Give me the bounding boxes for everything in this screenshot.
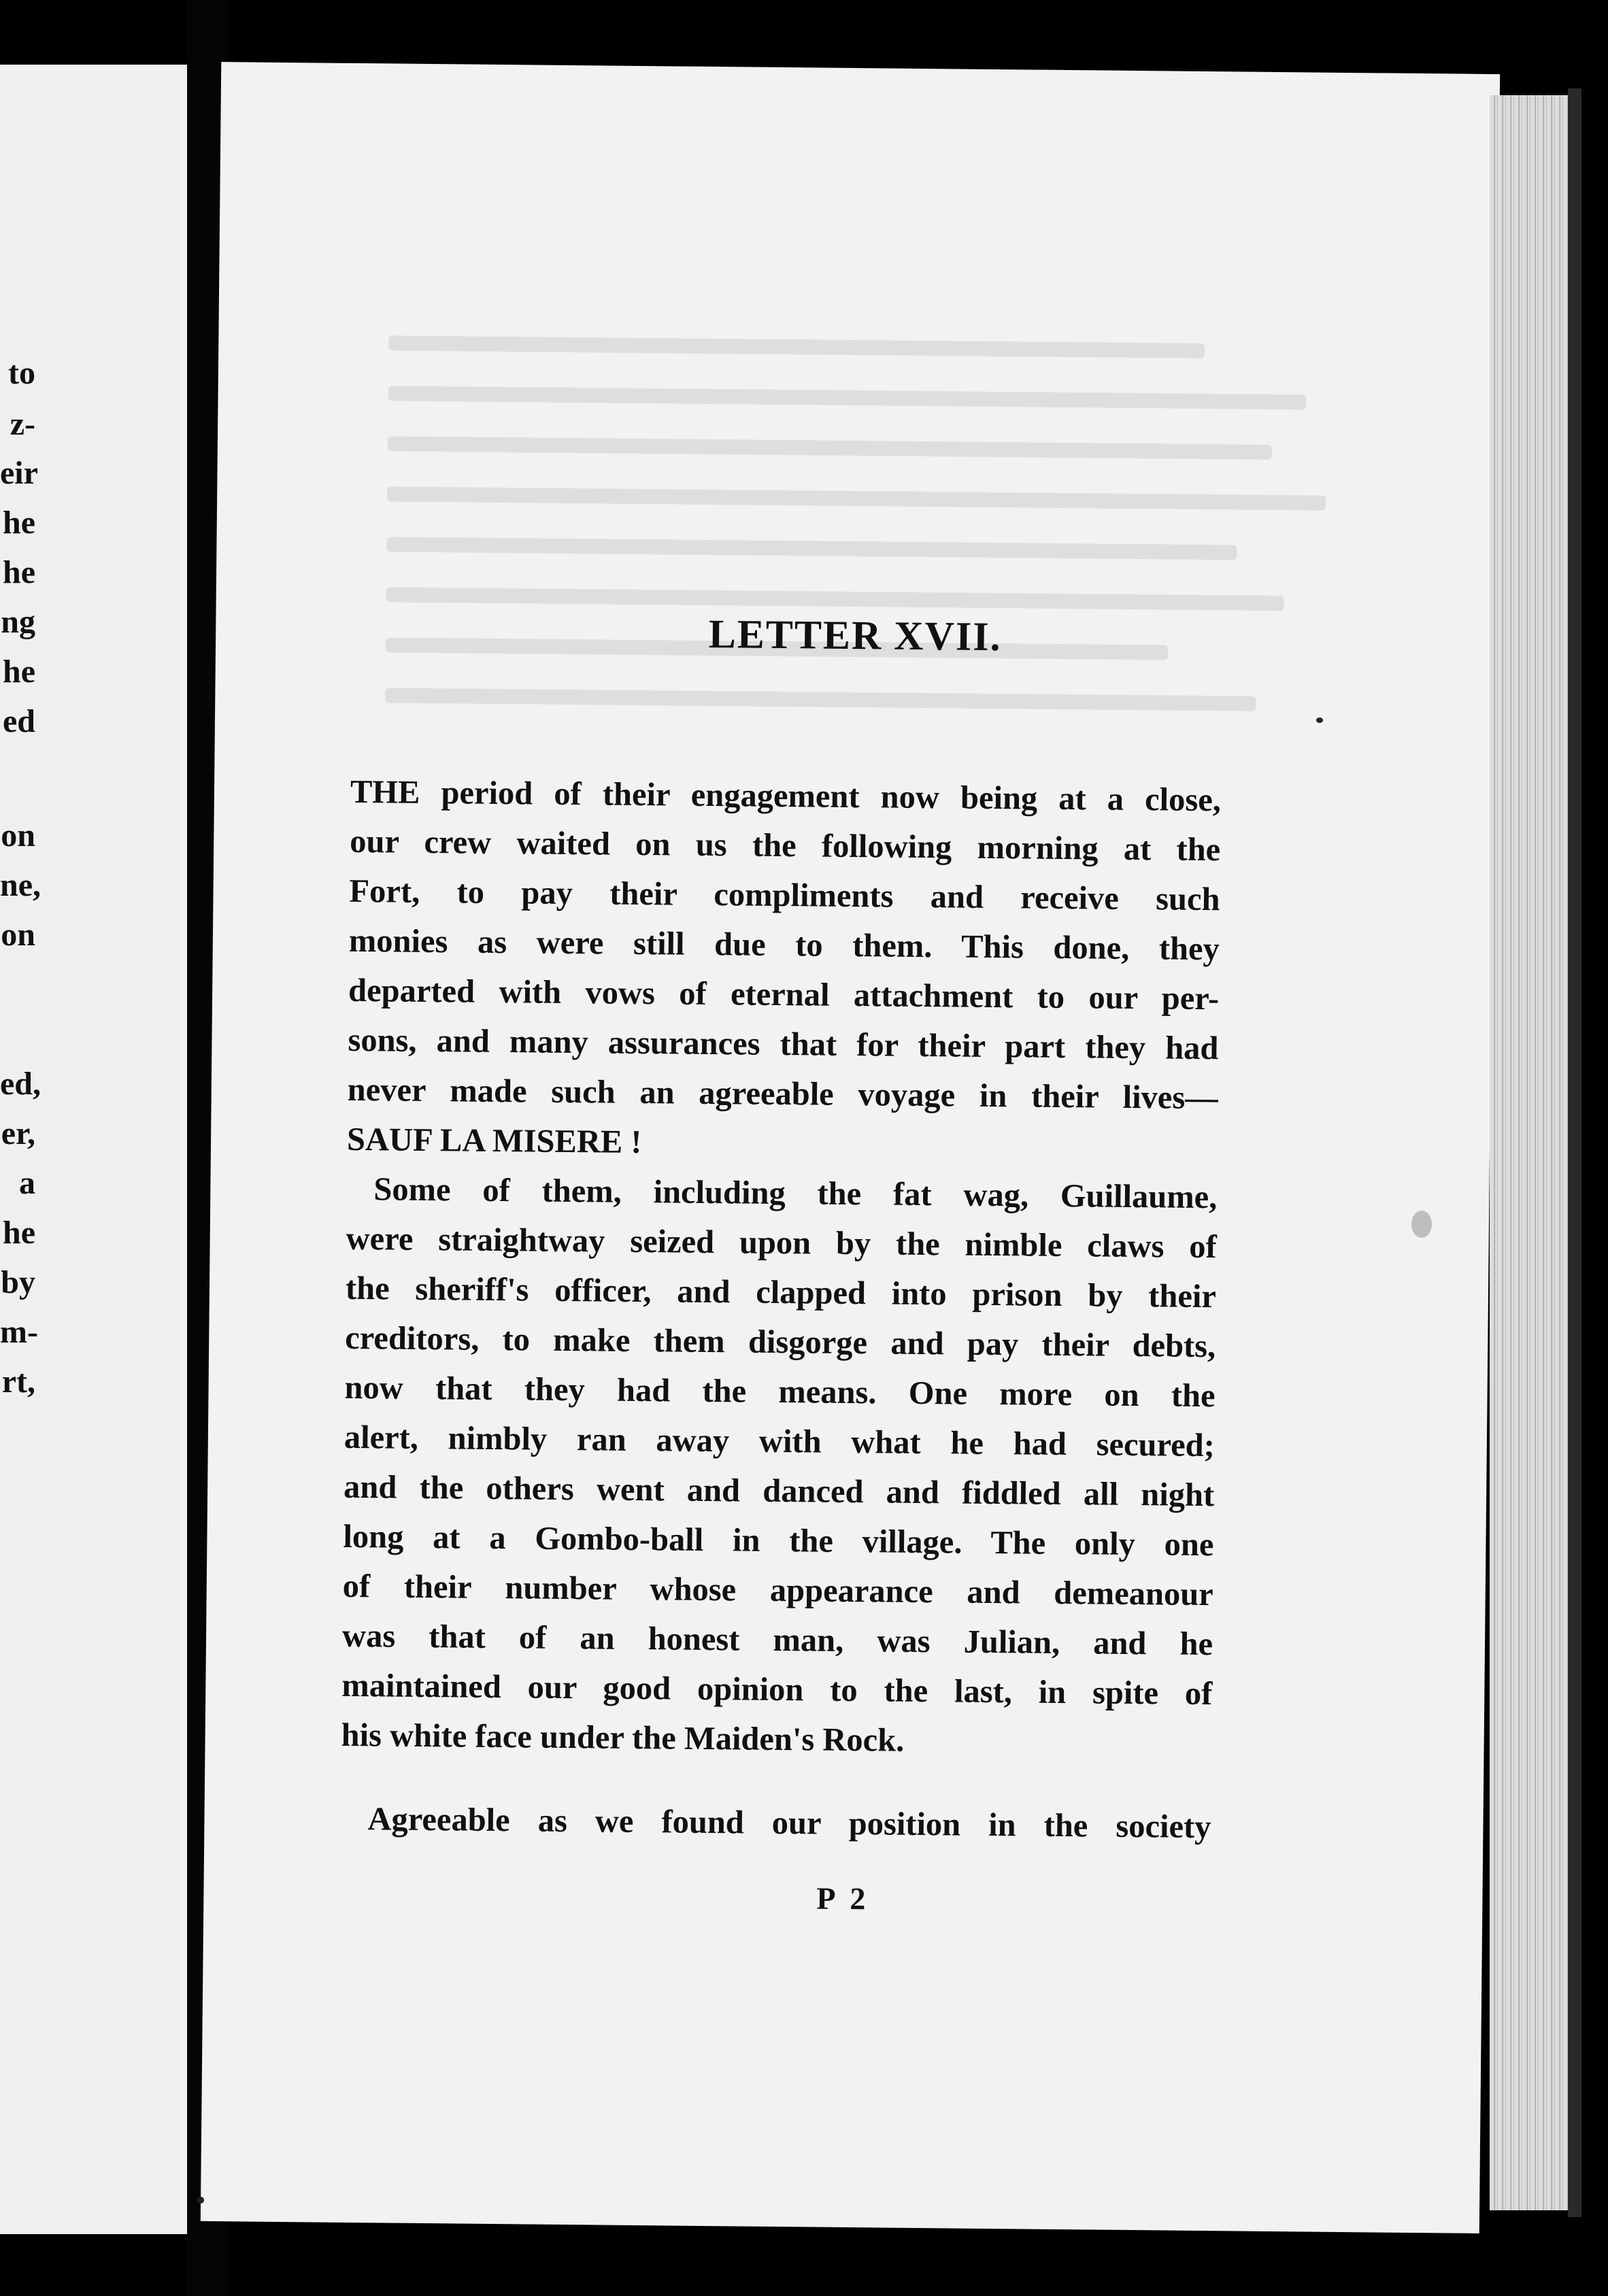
scan-speck bbox=[197, 2197, 204, 2204]
left-page-line-fragment: ng bbox=[1, 604, 35, 640]
text-line: THE period of their engagement now being at a close, bbox=[350, 773, 1222, 819]
text-line: monies as were still due to them. This done, they bbox=[348, 922, 1220, 968]
text-line: sons, and many assurances that for their part they had bbox=[348, 1022, 1219, 1067]
left-page-line-fragment: on bbox=[1, 817, 35, 854]
body-text bbox=[340, 767, 1221, 1852]
left-page-line-fragment: he bbox=[3, 554, 35, 590]
left-page-line-fragment: eir bbox=[0, 455, 38, 491]
text-line: now that they had the means. One more on the bbox=[344, 1369, 1216, 1415]
text-line: Some of them, including the fat wag, Guillaume, bbox=[373, 1171, 1218, 1216]
left-page-line-fragment: ed, bbox=[0, 1066, 41, 1102]
paragraph-2 bbox=[341, 1164, 1217, 1768]
left-page-line-fragment: by bbox=[1, 1264, 35, 1300]
left-page-line-fragment: z- bbox=[10, 406, 35, 442]
text-line: his white face under the Maiden's Rock. bbox=[341, 1717, 905, 1759]
left-page-line-fragment: to bbox=[8, 355, 35, 391]
page-edges bbox=[1490, 95, 1568, 2210]
paragraph-1 bbox=[347, 767, 1222, 1172]
text-line: and the others went and danced and fiddled all night bbox=[343, 1468, 1215, 1514]
text-line: Agreeable as we found our position in the society bbox=[367, 1801, 1211, 1846]
scan-speck bbox=[1411, 1211, 1432, 1238]
left-page-line-fragment: rt, bbox=[1, 1364, 35, 1400]
left-page-line-fragment: a bbox=[19, 1165, 35, 1201]
text-line: was that of an honest man, was Julian, and he bbox=[341, 1617, 1213, 1663]
text-line: alert, nimbly ran away with what he had secured; bbox=[344, 1419, 1216, 1464]
paragraph-3 bbox=[340, 1794, 1211, 1852]
letter-heading: LETTER XVII. bbox=[708, 611, 1002, 660]
text-line: the sheriff's officer, and clapped into prison by their bbox=[345, 1270, 1217, 1315]
book-cover-edge bbox=[1568, 88, 1581, 2217]
text-line: creditors, to make them disgorge and pay their debts, bbox=[345, 1319, 1216, 1365]
text-line: of their number whose appearance and demeanour bbox=[342, 1568, 1213, 1613]
text-line: were straightway seized upon by the nimble claws of bbox=[346, 1220, 1217, 1266]
text-line: long at a Gombo-ball in the village. The only one bbox=[343, 1518, 1214, 1564]
left-facing-page bbox=[0, 65, 187, 2234]
signature-mark: P 2 bbox=[816, 1880, 870, 1917]
left-page-line-fragment: m- bbox=[0, 1314, 38, 1350]
left-page-line-fragment: on bbox=[1, 917, 35, 953]
left-page-line-fragment: ed bbox=[3, 703, 35, 739]
text-line: departed with vows of eternal attachment to our per- bbox=[348, 972, 1220, 1017]
right-page bbox=[201, 62, 1500, 2233]
left-page-line-fragment: er, bbox=[1, 1115, 35, 1151]
left-page-line-fragment: he bbox=[3, 1215, 35, 1251]
scan-speck bbox=[1316, 718, 1323, 723]
left-page-line-fragment: he bbox=[3, 654, 35, 690]
text-line: our crew waited on us the following morning at the bbox=[350, 823, 1221, 868]
text-line: maintained our good opinion to the last, in spite of bbox=[341, 1667, 1213, 1712]
left-page-line-fragment: ne, bbox=[0, 867, 41, 903]
text-line: never made such an agreeable voyage in their lives— bbox=[347, 1071, 1218, 1117]
left-page-line-fragment: he bbox=[3, 505, 35, 541]
left-page-fragments bbox=[0, 65, 41, 2105]
text-line: SAUF LA MISERE ! bbox=[346, 1121, 642, 1161]
text-line: Fort, to pay their compliments and receive such bbox=[349, 873, 1220, 918]
